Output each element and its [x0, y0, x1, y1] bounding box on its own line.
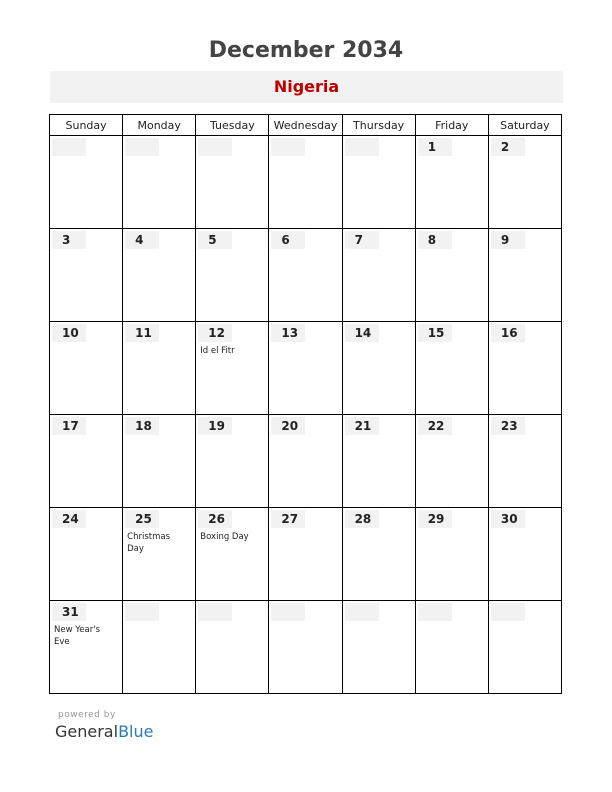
day-cell — [269, 508, 342, 601]
day-cell — [196, 508, 269, 601]
day-number: 2 — [491, 138, 525, 156]
day-number: 23 — [491, 417, 525, 435]
day-number: 30 — [491, 510, 525, 528]
day-cell — [50, 322, 123, 415]
weekday-header: Monday — [123, 115, 196, 136]
day-cell — [488, 508, 561, 601]
brand-blue: Blue — [118, 722, 154, 741]
day-cell — [196, 415, 269, 508]
day-cell — [415, 229, 488, 322]
powered-by-text: powered by — [58, 710, 116, 720]
day-number: 14 — [345, 324, 379, 342]
day-number: 24 — [52, 510, 86, 528]
day-cell — [415, 415, 488, 508]
week-row — [50, 322, 562, 415]
day-number: 6 — [271, 231, 305, 249]
day-cell — [196, 136, 269, 229]
day-cell — [488, 229, 561, 322]
day-number: 7 — [345, 231, 379, 249]
day-number: 1 — [418, 138, 452, 156]
day-cell — [488, 322, 561, 415]
weekday-header: Thursday — [342, 115, 415, 136]
day-cell — [269, 322, 342, 415]
day-number — [198, 603, 232, 621]
day-number — [125, 603, 159, 621]
day-number — [198, 138, 232, 156]
holiday-label: Boxing Day — [200, 532, 249, 542]
day-cell — [50, 601, 123, 694]
day-cell — [50, 415, 123, 508]
day-number: 12 — [198, 324, 232, 342]
day-number: 15 — [418, 324, 452, 342]
day-number: 27 — [271, 510, 305, 528]
day-number: 29 — [418, 510, 452, 528]
holiday-label: Id el Fitr — [200, 346, 235, 356]
holiday-label: Christmas Day — [127, 532, 170, 554]
week-row — [50, 229, 562, 322]
day-number: 19 — [198, 417, 232, 435]
day-number: 25 — [125, 510, 159, 528]
calendar-title: December 2034 — [208, 38, 404, 63]
brand-general: General — [55, 722, 119, 741]
day-number: 20 — [271, 417, 305, 435]
day-number — [271, 603, 305, 621]
day-number: 13 — [271, 324, 305, 342]
day-cell — [342, 508, 415, 601]
country-banner — [50, 71, 563, 103]
day-number — [271, 138, 305, 156]
day-cell — [488, 136, 561, 229]
day-number: 10 — [52, 324, 86, 342]
week-row — [50, 415, 562, 508]
generalblue-logo[interactable] — [55, 722, 153, 741]
day-number: 4 — [125, 231, 159, 249]
day-cell — [342, 601, 415, 694]
day-cell — [269, 136, 342, 229]
day-cell — [415, 322, 488, 415]
country-name: Nigeria — [273, 77, 340, 96]
day-cell — [123, 136, 196, 229]
day-number — [125, 138, 159, 156]
day-cell — [123, 322, 196, 415]
day-cell — [488, 415, 561, 508]
day-number: 8 — [418, 231, 452, 249]
day-number: 18 — [125, 417, 159, 435]
day-number: 3 — [52, 231, 86, 249]
day-number: 26 — [198, 510, 232, 528]
day-number — [345, 138, 379, 156]
weekday-header: Wednesday — [269, 115, 342, 136]
day-cell — [123, 508, 196, 601]
weekday-header: Friday — [415, 115, 488, 136]
day-number: 16 — [491, 324, 525, 342]
day-cell — [123, 415, 196, 508]
day-cell — [488, 601, 561, 694]
day-cell — [50, 508, 123, 601]
day-cell — [196, 601, 269, 694]
day-number: 5 — [198, 231, 232, 249]
day-number: 28 — [345, 510, 379, 528]
day-cell — [415, 508, 488, 601]
weekday-header-row — [50, 115, 562, 136]
day-cell — [123, 229, 196, 322]
holiday-label: New Year's Eve — [54, 625, 101, 647]
day-number: 9 — [491, 231, 525, 249]
day-number: 21 — [345, 417, 379, 435]
day-number — [52, 138, 86, 156]
day-cell — [50, 229, 123, 322]
day-number: 31 — [52, 603, 86, 621]
day-cell — [415, 136, 488, 229]
day-cell — [196, 229, 269, 322]
day-number — [345, 603, 379, 621]
day-cell — [50, 136, 123, 229]
day-cell — [415, 601, 488, 694]
day-cell — [342, 322, 415, 415]
week-row — [50, 508, 562, 601]
calendar-grid — [49, 114, 562, 694]
week-row — [50, 136, 562, 229]
day-cell — [342, 415, 415, 508]
day-number — [491, 603, 525, 621]
day-number: 17 — [52, 417, 86, 435]
day-number: 11 — [125, 324, 159, 342]
week-row — [50, 601, 562, 694]
day-cell — [269, 229, 342, 322]
day-number: 22 — [418, 417, 452, 435]
weekday-header: Sunday — [50, 115, 123, 136]
weekday-header: Saturday — [488, 115, 561, 136]
day-cell — [123, 601, 196, 694]
day-cell — [342, 136, 415, 229]
day-number — [418, 603, 452, 621]
day-cell — [269, 601, 342, 694]
day-cell — [269, 415, 342, 508]
day-cell — [196, 322, 269, 415]
weekday-header: Tuesday — [196, 115, 269, 136]
day-cell — [342, 229, 415, 322]
